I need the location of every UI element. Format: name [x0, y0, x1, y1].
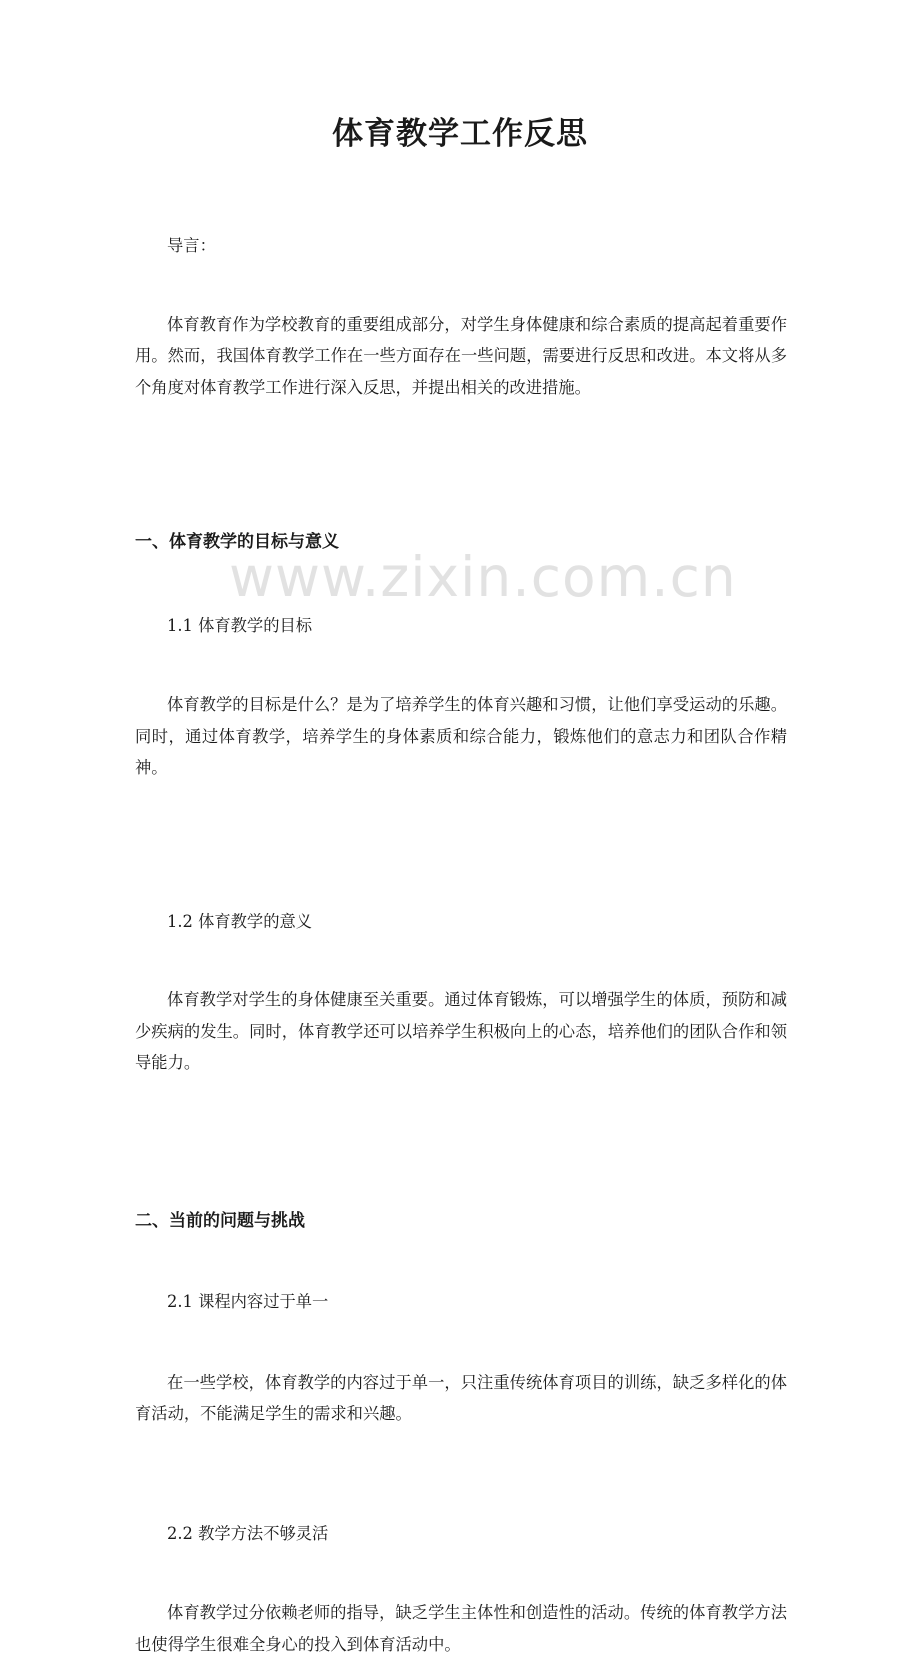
- intro-paragraph: 体育教育作为学校教育的重要组成部分，对学生身体健康和综合素质的提高起着重要作用。然而，我国体育教学工作在一些方面存在一些问题，需要进行反思和改进。本文将从多个角度对体育教学工作进行深入反思，并提出相关的改进措施。: [135, 314, 787, 397]
- intro-label: 导言：: [167, 236, 216, 255]
- section-2-1-paragraph: 在一些学校，体育教学的内容过于单一，只注重传统体育项目的训练，缺乏多样化的体育活动，不能满足学生的需求和兴趣。: [135, 1372, 787, 1423]
- section-1-heading: 一、体育教学的目标与意义: [135, 532, 339, 552]
- section-1-2-paragraph: 体育教学对学生的身体健康至关重要。通过体育锻炼，可以增强学生的体质，预防和减少疾病的发生。同时，体育教学还可以培养学生积极向上的心态，培养他们的团队合作和领导能力。: [135, 990, 787, 1072]
- document-title: 体育教学工作反思: [332, 116, 588, 152]
- section-2-2-paragraph: 体育教学过分依赖老师的指导，缺乏学生主体性和创造性的活动。传统的体育教学方法也使得学生很难全身心的投入到体育活动中。: [135, 1603, 787, 1654]
- section-2-2-title: 2.2 教学方法不够灵活: [167, 1523, 329, 1543]
- section-1-1-title: 1.1 体育教学的目标: [167, 615, 313, 635]
- watermark: www.zixin.com.cn: [229, 545, 737, 609]
- section-2-heading: 二、当前的问题与挑战: [135, 1210, 305, 1231]
- section-1-2-title: 1.2 体育教学的意义: [167, 911, 313, 931]
- section-2-1-title: 2.1 课程内容过于单一: [167, 1292, 329, 1311]
- section-1-1-paragraph: 体育教学的目标是什么？是为了培养学生的体育兴趣和习惯，让他们享受运动的乐趣。同时，通过体育教学，培养学生的身体素质和综合能力，锻炼他们的意志力和团队合作精神。: [135, 695, 787, 777]
